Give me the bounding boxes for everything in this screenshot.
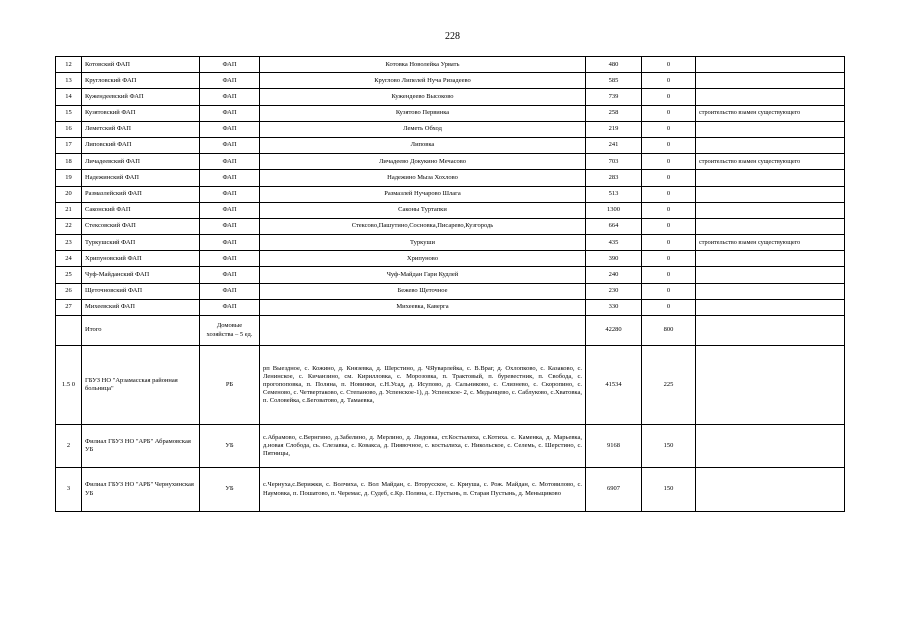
table-row <box>56 137 845 153</box>
cell-note: строительство взамен существующего <box>696 105 845 121</box>
cell-facility-name: Котовский ФАП <box>82 57 200 73</box>
cell-population: 703 <box>586 154 642 170</box>
cell-facility-name: Михеевский ФАП <box>82 299 200 315</box>
table-row <box>56 316 845 346</box>
table-row <box>56 251 845 267</box>
cell-facility-name: Щеточновский ФАП <box>82 283 200 299</box>
cell-population: 230 <box>586 283 642 299</box>
table-row <box>56 202 845 218</box>
cell-population: 435 <box>586 235 642 251</box>
cell-facility-type: ФАП <box>200 251 260 267</box>
cell-row-number: 17 <box>56 137 82 153</box>
cell-note <box>696 468 845 512</box>
cell-settlements: Михеевка, Каверга <box>260 299 586 315</box>
cell-facility-type: ФАП <box>200 202 260 218</box>
cell-population: 6907 <box>586 468 642 512</box>
cell-settlements: Чуф-Майдан Гари Кудлей <box>260 267 586 283</box>
cell-population: 480 <box>586 57 642 73</box>
cell-population: 9168 <box>586 425 642 468</box>
cell-count-value: 0 <box>642 235 696 251</box>
cell-settlements: Кузятово Первинка <box>260 105 586 121</box>
cell-settlements <box>260 316 586 346</box>
cell-count-value: 150 <box>642 425 696 468</box>
cell-note <box>696 57 845 73</box>
cell-settlements: Бежево Щеточное <box>260 283 586 299</box>
cell-population: 41534 <box>586 346 642 425</box>
cell-facility-type: ФАП <box>200 57 260 73</box>
cell-settlements: Размазлей Нучарово Шлага <box>260 186 586 202</box>
cell-population: 240 <box>586 267 642 283</box>
cell-facility-type: ФАП <box>200 73 260 89</box>
table-row <box>56 283 845 299</box>
cell-settlements: с.Чернуха,с.Верижки, с. Волчиха, с. Вол Майдан, с. Вторусское, с. Криуша, с. Рож. Майдан, с. Мотовилово, с. Наумовка, п. Пошатово, п. Черемас, д. Судеб, с.Кр. Поляна, с. Пустынь, п. Старая Пустынь, д. Меньщиково <box>260 468 586 512</box>
cell-population: 283 <box>586 170 642 186</box>
cell-count-value: 150 <box>642 468 696 512</box>
cell-row-number: 27 <box>56 299 82 315</box>
cell-settlements: Личадеево Докукино Мечасово <box>260 154 586 170</box>
cell-population: 664 <box>586 218 642 234</box>
cell-population: 219 <box>586 121 642 137</box>
cell-row-number: 15 <box>56 105 82 121</box>
cell-facility-type: Домовые хозяйства – 5 ед. <box>200 316 260 346</box>
cell-facility-name: Кругловский ФАП <box>82 73 200 89</box>
table-row <box>56 154 845 170</box>
cell-row-number: 14 <box>56 89 82 105</box>
cell-facility-name: Туркушский ФАП <box>82 235 200 251</box>
cell-count-value: 0 <box>642 154 696 170</box>
cell-row-number: 22 <box>56 218 82 234</box>
cell-settlements: Кужендеево Высоково <box>260 89 586 105</box>
cell-facility-name: Итого <box>82 316 200 346</box>
table-row <box>56 468 845 512</box>
cell-count-value: 0 <box>642 137 696 153</box>
cell-count-value: 0 <box>642 299 696 315</box>
cell-count-value: 0 <box>642 73 696 89</box>
cell-row-number: 19 <box>56 170 82 186</box>
cell-row-number: 2 <box>56 425 82 468</box>
table-row <box>56 73 845 89</box>
cell-note <box>696 267 845 283</box>
table-row <box>56 57 845 73</box>
table-row <box>56 235 845 251</box>
cell-settlements: Стексово,Пашутино,Сосновка,Писарево,Кузгородь <box>260 218 586 234</box>
cell-population: 241 <box>586 137 642 153</box>
cell-settlements: Леметь Обход <box>260 121 586 137</box>
cell-note <box>696 316 845 346</box>
cell-note <box>696 170 845 186</box>
cell-row-number <box>56 316 82 346</box>
cell-settlements: с.Абрамово, с.Вернгино, д.Забелино, д. Мерлино, д. Лидовка, ст.Костылиха, с.Котиха. с. Каменка, д. Марьевка, д.новая Слобода, сь. Слезавка, с. Ковакса, д. Пиявочное, с. костылиха, с. Никольское, с. Селемь, с. Шерстино, с. Пятницы, <box>260 425 586 468</box>
cell-facility-name: Филиал ГБУЗ НО "АРБ" Абрамовская УБ <box>82 425 200 468</box>
cell-count-value: 0 <box>642 251 696 267</box>
cell-population: 1300 <box>586 202 642 218</box>
cell-facility-type: ФАП <box>200 235 260 251</box>
cell-facility-type: УБ <box>200 425 260 468</box>
cell-facility-type: ФАП <box>200 105 260 121</box>
cell-count-value: 0 <box>642 267 696 283</box>
cell-facility-name: Кузятовский ФАП <box>82 105 200 121</box>
cell-note <box>696 299 845 315</box>
cell-row-number: 12 <box>56 57 82 73</box>
cell-facility-type: РБ <box>200 346 260 425</box>
cell-count-value: 225 <box>642 346 696 425</box>
cell-population: 585 <box>586 73 642 89</box>
cell-facility-name: Филиал ГБУЗ НО "АРБ" Чернухинская УБ <box>82 468 200 512</box>
cell-note: строительство взамен существующего <box>696 235 845 251</box>
cell-facility-type: ФАП <box>200 154 260 170</box>
cell-count-value: 0 <box>642 105 696 121</box>
cell-row-number: 3 <box>56 468 82 512</box>
cell-note <box>696 73 845 89</box>
cell-note <box>696 202 845 218</box>
cell-facility-type: УБ <box>200 468 260 512</box>
cell-count-value: 0 <box>642 283 696 299</box>
cell-facility-type: ФАП <box>200 218 260 234</box>
cell-facility-name: Чуф-Майданский ФАП <box>82 267 200 283</box>
cell-count-value: 0 <box>642 186 696 202</box>
cell-count-value: 0 <box>642 89 696 105</box>
cell-facility-type: ФАП <box>200 89 260 105</box>
cell-note <box>696 283 845 299</box>
cell-note <box>696 186 845 202</box>
cell-note <box>696 346 845 425</box>
cell-row-number: 1.5 0 <box>56 346 82 425</box>
cell-row-number: 26 <box>56 283 82 299</box>
cell-facility-type: ФАП <box>200 121 260 137</box>
cell-row-number: 13 <box>56 73 82 89</box>
cell-row-number: 18 <box>56 154 82 170</box>
cell-count-value: 0 <box>642 57 696 73</box>
cell-facility-name: Леметский ФАП <box>82 121 200 137</box>
cell-facility-type: ФАП <box>200 186 260 202</box>
page-number: 228 <box>445 31 460 42</box>
cell-note <box>696 218 845 234</box>
cell-population: 390 <box>586 251 642 267</box>
cell-row-number: 20 <box>56 186 82 202</box>
table-row <box>56 425 845 468</box>
cell-row-number: 24 <box>56 251 82 267</box>
cell-settlements: Липовка <box>260 137 586 153</box>
cell-facility-name: Липовский ФАП <box>82 137 200 153</box>
cell-facility-name: Кужендеевский ФАП <box>82 89 200 105</box>
cell-facility-name: ГБУЗ НО "Арзамасская районная больница" <box>82 346 200 425</box>
cell-note <box>696 251 845 267</box>
cell-count-value: 800 <box>642 316 696 346</box>
cell-row-number: 21 <box>56 202 82 218</box>
cell-note <box>696 137 845 153</box>
table-row <box>56 186 845 202</box>
cell-settlements: Круглово Липелей Нуча Ризадеево <box>260 73 586 89</box>
table-row <box>56 267 845 283</box>
cell-population: 739 <box>586 89 642 105</box>
table-row <box>56 218 845 234</box>
cell-note: строительство взамен существующего <box>696 154 845 170</box>
cell-settlements: рп Выездное, с. Кожино, д. Князевка, д. Шерстино, д. ЧЯуварлейка, с. В.Враг, д. Охлопково, с. Казаково, с. Ленинское, с. Кичанзино, см. Кирилловка, с. Морозовка, п. Трактовый, п. буревестник, п. Свобода, с. прогопоповка, п. Поляна, п. Новинки, с.Н.Усад, д. Исупово, д. Сальниково, с. Слизнево, с. Скоропино, с. Семеново, с. Четвертаково, с. Степаново, д. Успенское-1), д. Успенское- 2, с. Медынцево, с. Саблуково, с.Хватовка, п. Соловейка, с.Беговатово, д. Тамаевка, <box>260 346 586 425</box>
table-row <box>56 170 845 186</box>
cell-note <box>696 425 845 468</box>
cell-row-number: 25 <box>56 267 82 283</box>
cell-facility-type: ФАП <box>200 137 260 153</box>
cell-count-value: 0 <box>642 202 696 218</box>
cell-settlements: Саконы Туртапки <box>260 202 586 218</box>
cell-facility-name: Надежинский ФАП <box>82 170 200 186</box>
cell-facility-type: ФАП <box>200 267 260 283</box>
facilities-table <box>55 56 845 512</box>
table-row <box>56 121 845 137</box>
cell-facility-name: Стексовский ФАП <box>82 218 200 234</box>
cell-facility-name: Личадеевский ФАП <box>82 154 200 170</box>
cell-settlements: Котовка Новолейка Урвать <box>260 57 586 73</box>
cell-population: 513 <box>586 186 642 202</box>
cell-population: 330 <box>586 299 642 315</box>
table-row <box>56 346 845 425</box>
table-row <box>56 299 845 315</box>
cell-population: 258 <box>586 105 642 121</box>
cell-row-number: 23 <box>56 235 82 251</box>
cell-facility-type: ФАП <box>200 299 260 315</box>
cell-note <box>696 121 845 137</box>
cell-facility-name: Размазлейский ФАП <box>82 186 200 202</box>
cell-facility-name: Хрипуновский ФАП <box>82 251 200 267</box>
cell-count-value: 0 <box>642 121 696 137</box>
cell-population: 42280 <box>586 316 642 346</box>
cell-count-value: 0 <box>642 170 696 186</box>
table-row <box>56 89 845 105</box>
cell-facility-type: ФАП <box>200 283 260 299</box>
cell-count-value: 0 <box>642 218 696 234</box>
cell-facility-type: ФАП <box>200 170 260 186</box>
cell-settlements: Туркуши <box>260 235 586 251</box>
table-row <box>56 105 845 121</box>
cell-settlements: Хрипуново <box>260 251 586 267</box>
cell-facility-name: Саконский ФАП <box>82 202 200 218</box>
cell-row-number: 16 <box>56 121 82 137</box>
cell-settlements: Надежино Мыза Хохлово <box>260 170 586 186</box>
cell-note <box>696 89 845 105</box>
